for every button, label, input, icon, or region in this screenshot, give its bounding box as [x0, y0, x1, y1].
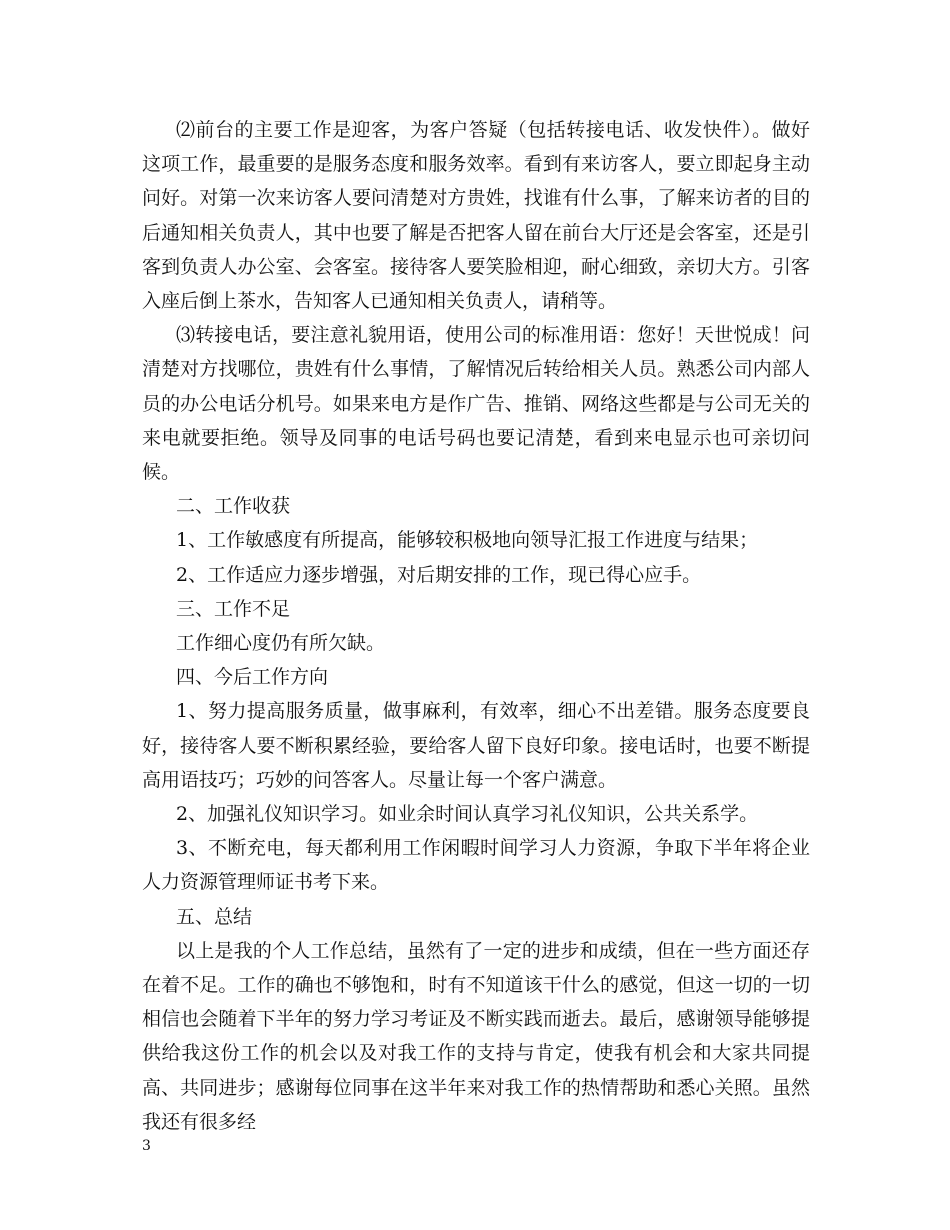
paragraph-shortcoming: 工作细心度仍有所欠缺。	[176, 632, 386, 655]
paragraph-front-desk-duties: ⑵前台的主要工作是迎客，为客户答疑（包括转接电话、收发快件）。做好这项工作，最重要的是服务态度和服务效率。看到有来访客人，要立即起身主动问好。对第一次来访客人要问清楚对方贵姓，找谁有什么事，了解来访者的目的后通知相关负责人，其中也要了解是否把客人留在前台大厅还是会客室，还是引客到负责人办公室、会客室。接待客人要笑脸相迎，耐心细致，亲切大方。引客入座后倒上茶水，告知客人已通知相关负责人，请稍等。	[142, 119, 810, 313]
paragraph-phone-transfer: ⑶转接电话，要注意礼貌用语，使用公司的标准用语：您好！天世悦成！问清楚对方找哪位，贵姓有什么事情，了解情况后转给相关人员。熟悉公司内部人员的办公电话分机号。如果来电方是作广告、推销、网络这些都是与公司无关的来电就要拒绝。领导及同事的电话号码也要记清楚，看到来电显示也可亲切问候。	[142, 324, 810, 484]
document-body	[142, 113, 810, 1139]
paragraph-direction-2: 2、加强礼仪知识学习。如业余时间认真学习礼仪知识，公共关系学。	[176, 803, 759, 826]
section-heading-shortcomings: 三、工作不足	[176, 597, 291, 620]
section-heading-summary: 五、总结	[176, 905, 253, 928]
paragraph-direction-1: 1、努力提高服务质量，做事麻利，有效率，细心不出差错。服务态度要良好，接待客人要不断积累经验，要给客人留下良好印象。接电话时，也要不断提高用语技巧；巧妙的问答客人。尽量让每一个客户满意。	[142, 700, 810, 791]
paragraph-direction-3: 3、不断充电，每天都利用工作闲暇时间学习人力资源，争取下半年将企业人力资源管理师证书考下来。	[142, 837, 810, 894]
paragraph-gain-1: 1、工作敏感度有所提高，能够较积极地向领导汇报工作进度与结果；	[176, 529, 759, 552]
paragraph-summary: 以上是我的个人工作总结，虽然有了一定的进步和成绩，但在一些方面还存在着不足。工作的确也不够饱和，时有不知道该干什么的感觉，但这一切的一切相信也会随着下半年的努力学习考证及不断实践而逝去。最后，感谢领导能够提供给我这份工作的机会以及对我工作的支持与肯定，使我有机会和大家共同提高、共同进步；感谢每位同事在这半年来对我工作的热情帮助和悉心关照。虽然我还有很多经	[142, 939, 810, 1133]
paragraph-gain-2: 2、工作适应力逐步增强，对后期安排的工作，现已得心应手。	[176, 563, 702, 586]
section-heading-future-direction: 四、今后工作方向	[176, 666, 329, 689]
page-number: 3	[142, 1138, 151, 1154]
section-heading-work-gains: 二、工作收获	[176, 495, 291, 518]
